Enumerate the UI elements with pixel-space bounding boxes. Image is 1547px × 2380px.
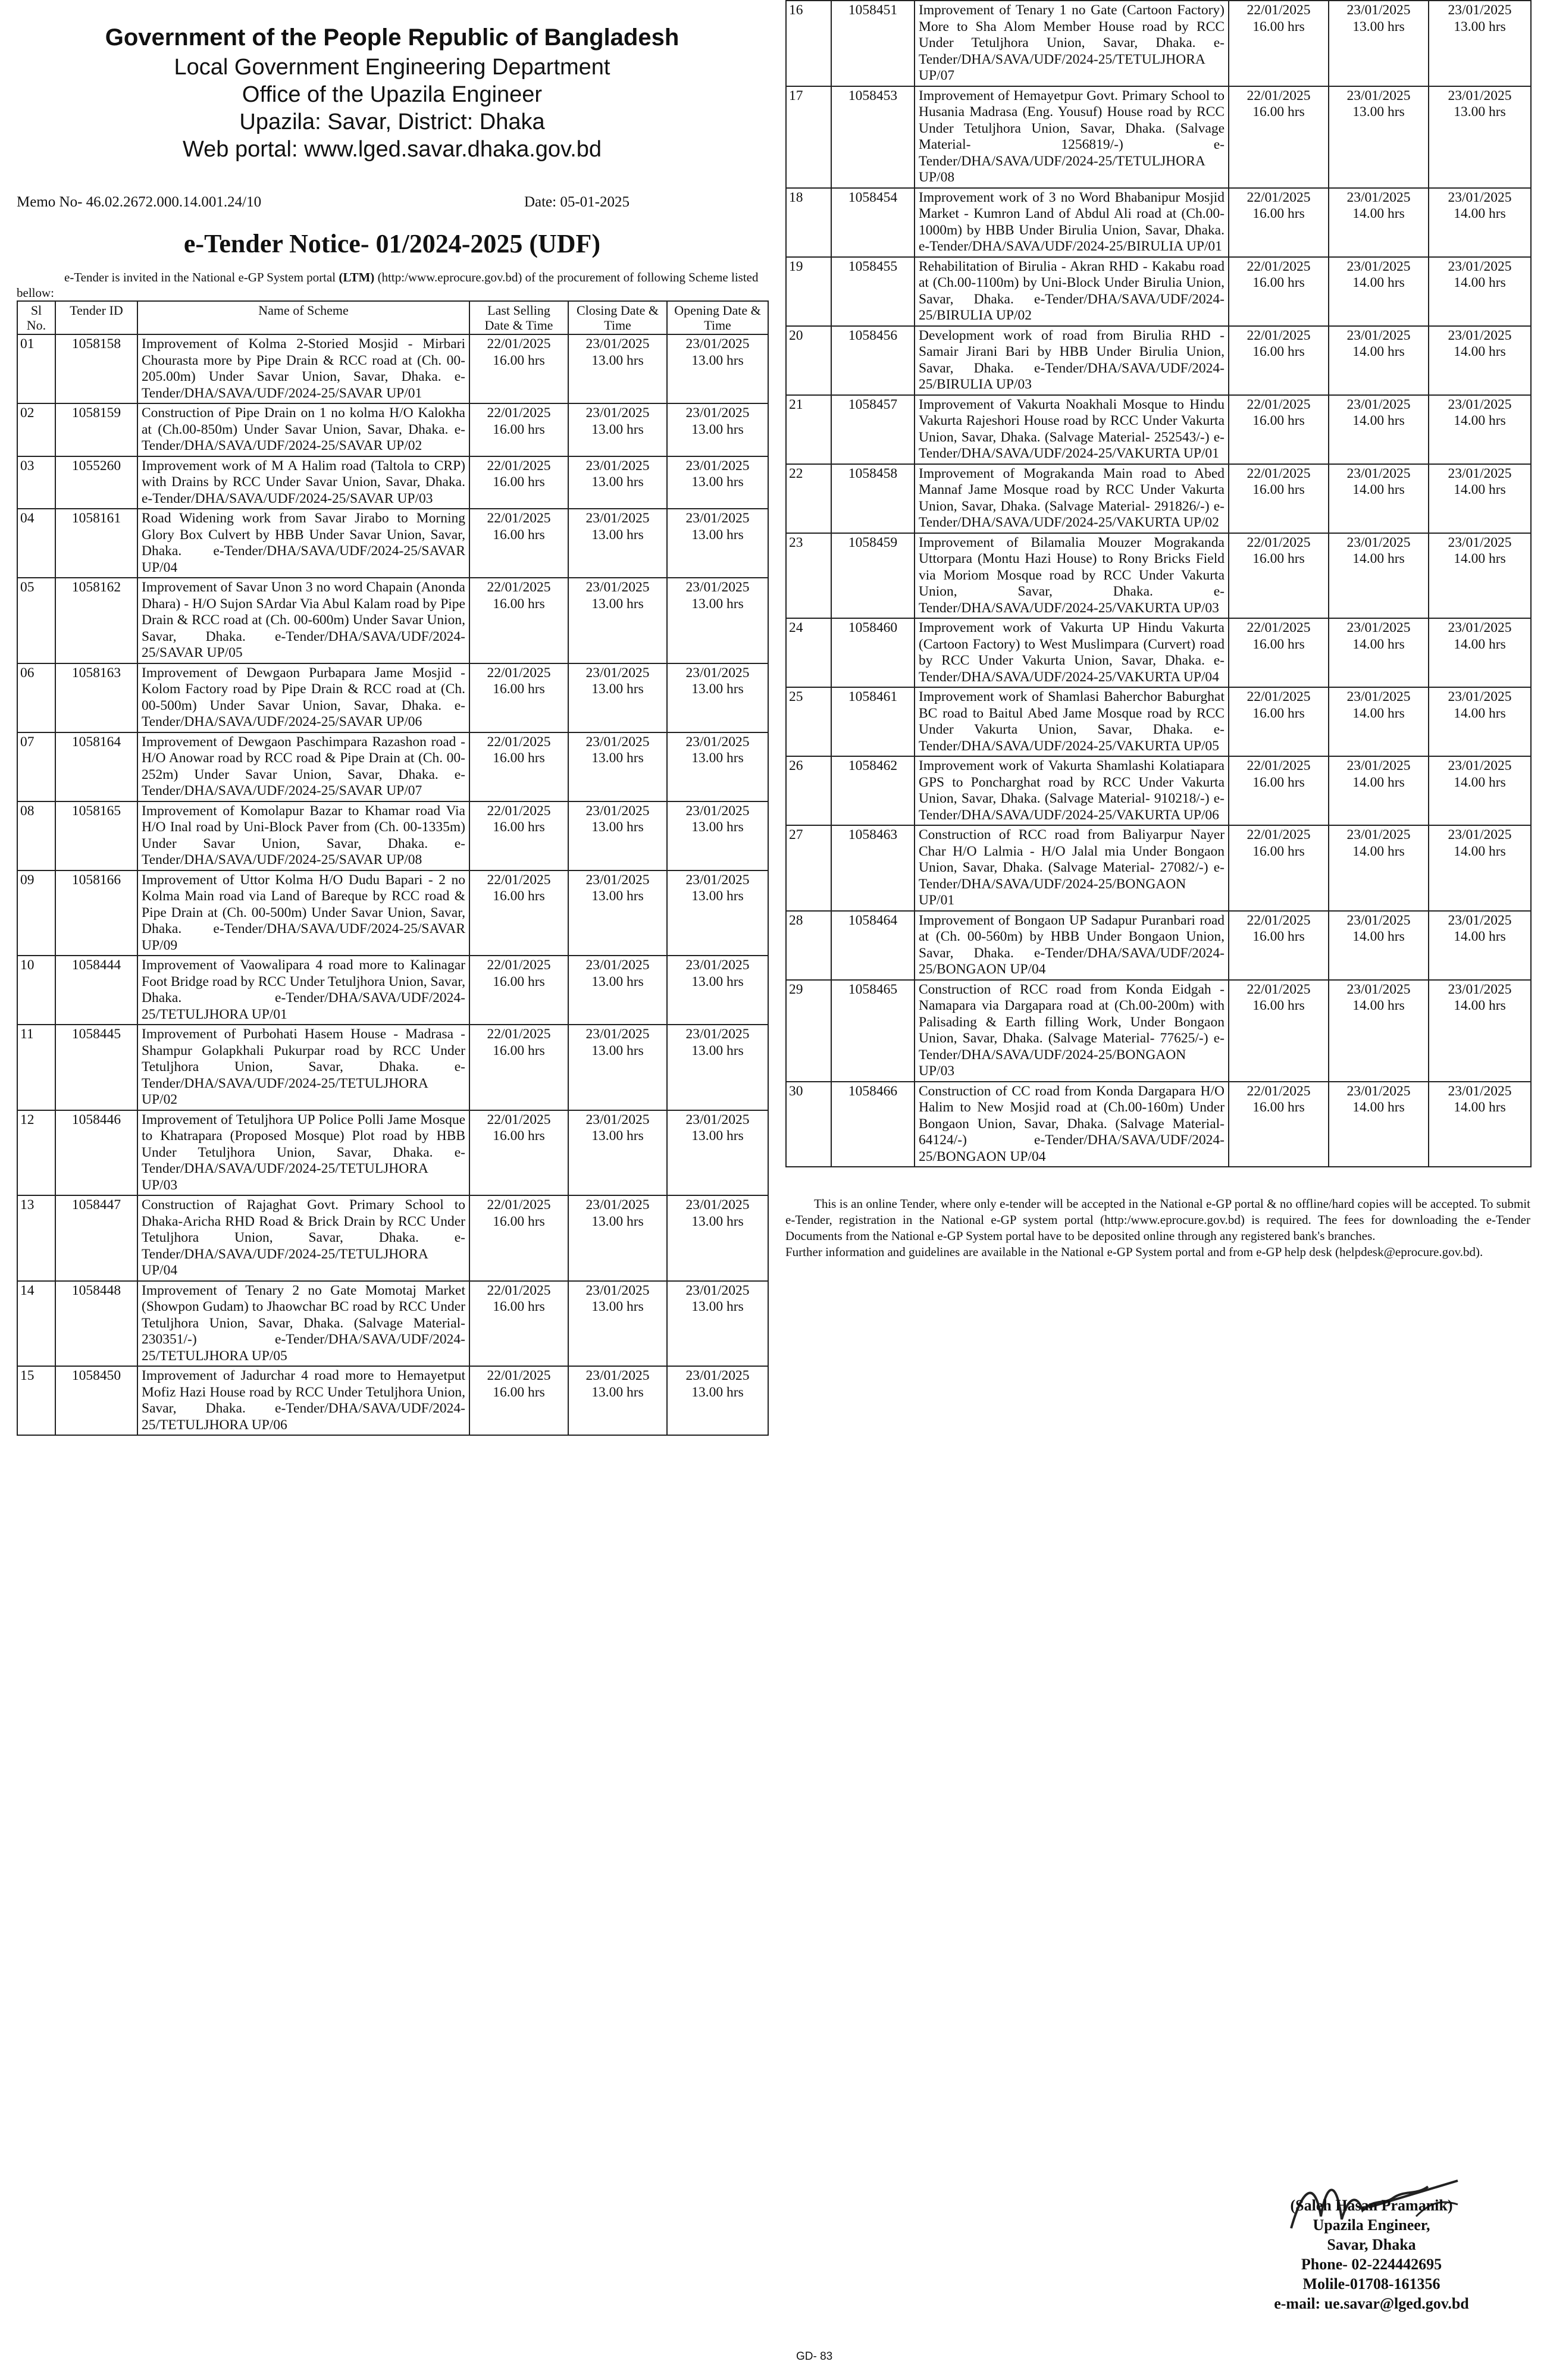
opening-cell: 23/01/2025 13.00 hrs <box>667 870 768 956</box>
opening-cell: 23/01/2025 13.00 hrs <box>667 1025 768 1110</box>
closing-cell: 23/01/2025 13.00 hrs <box>568 578 667 663</box>
table-row <box>786 464 1531 533</box>
table-body-left <box>17 334 768 1435</box>
table-row <box>786 257 1531 326</box>
opening-cell: 23/01/2025 14.00 hrs <box>1429 687 1531 756</box>
opening-cell: 23/01/2025 14.00 hrs <box>1429 326 1531 395</box>
sl-cell: 05 <box>17 578 55 663</box>
closing-cell: 23/01/2025 13.00 hrs <box>568 1195 667 1281</box>
scheme-cell: Road Widening work from Savar Jirabo to Morning Glory Box Culvert by HBB Under Savar Union, Savar, Dhaka. e-Tender/DHA/SAVA/UDF/2024-25/SAVAR UP/04 <box>137 509 469 578</box>
opening-cell: 23/01/2025 14.00 hrs <box>1429 257 1531 326</box>
scheme-cell: Improvement of Tenary 1 no Gate (Cartoon Factory) More to Sha Alom Member House road by RCC Under Tetuljhora Union, Savar, Dhaka. e-Tender/DHA/SAVA/UDF/2024-25/TETULJHORA UP/07 <box>915 1 1229 86</box>
table-row <box>17 1110 768 1196</box>
sl-cell: 02 <box>17 403 55 456</box>
scheme-cell: Improvement of Vaowalipara 4 road more to Kalinagar Foot Bridge road by RCC Under Tetuljhora Union, Savar, Dhaka. e-Tender/DHA/SAVA/UDF/2024-25/TETULJHORA UP/01 <box>137 956 469 1025</box>
right-column <box>785 0 1530 1260</box>
table-body-right <box>786 1 1531 1167</box>
scheme-cell: Construction of Pipe Drain on 1 no kolma H/O Kalokha at (Ch.00-850m) Under Savar Union, Savar, Dhaka. e-Tender/DHA/SAVA/UDF/2024-25/SAVAR UP/02 <box>137 403 469 456</box>
sl-cell: 16 <box>786 1 831 86</box>
tender-id-cell: 1058459 <box>831 533 915 619</box>
closing-cell: 23/01/2025 14.00 hrs <box>1329 188 1429 257</box>
govt-title: Government of the People Republic of Bangladesh <box>105 24 679 51</box>
last-selling-cell: 22/01/2025 16.00 hrs <box>469 1281 568 1367</box>
last-selling-cell: 22/01/2025 16.00 hrs <box>469 1025 568 1110</box>
table-row <box>786 756 1531 825</box>
signatory-email: e-mail: ue.savar@lged.gov.bd <box>1274 2295 1469 2312</box>
opening-cell: 23/01/2025 14.00 hrs <box>1429 911 1531 980</box>
scheme-cell: Improvement of Jadurchar 4 road more to Hemayetput Mofiz Hazi House road by RCC Under Tetuljhora Union, Savar, Dhaka. e-Tender/DHA/SAVA/UDF/2024-25/TETULJHORA UP/06 <box>137 1366 469 1435</box>
scheme-cell: Improvement work of Shamlasi Baherchor Baburghat BC road to Baitul Abed Jame Mosque road by RCC Under Vakurta Union, Savar, Dhaka. e-Tender/DHA/SAVA/UDF/2024-25/VAKURTA UP/05 <box>915 687 1229 756</box>
last-selling-cell: 22/01/2025 16.00 hrs <box>1229 464 1329 533</box>
table-row <box>17 1195 768 1281</box>
scheme-cell: Improvement of Hemayetpur Govt. Primary School to Husania Madrasa (Eng. Yousuf) House road by RCC Under Tetuljhora Union, Savar, Dhaka. (Salvage Material- 1256819/-) e-Tender/DHA/SAVA/UDF/2024-25/TETULJHORA UP/08 <box>915 86 1229 188</box>
last-selling-cell: 22/01/2025 16.00 hrs <box>1229 533 1329 619</box>
col-last-selling: Last Selling Date & Time <box>469 301 568 334</box>
last-selling-cell: 22/01/2025 16.00 hrs <box>1229 911 1329 980</box>
sl-cell: 09 <box>17 870 55 956</box>
tender-id-cell: 1058458 <box>831 464 915 533</box>
scheme-cell: Improvement of Tetuljhora UP Police Polli Jame Mosque to Khatrapara (Proposed Mosque) Plot road by HBB Under Tetuljhora Union, Savar, Dhaka. e-Tender/DHA/SAVA/UDF/2024-25/TETULJHORA UP/03 <box>137 1110 469 1196</box>
closing-cell: 23/01/2025 13.00 hrs <box>568 456 667 509</box>
opening-cell: 23/01/2025 13.00 hrs <box>1429 86 1531 188</box>
sl-cell: 04 <box>17 509 55 578</box>
closing-cell: 23/01/2025 14.00 hrs <box>1329 1082 1429 1167</box>
closing-cell: 23/01/2025 14.00 hrs <box>1329 257 1429 326</box>
scheme-cell: Improvement of Kolma 2-Storied Mosjid - Mirbari Chourasta more by Pipe Drain & RCC road at (Ch. 00-205.00m) Under Savar Union, Savar, Dhaka. e-Tender/DHA/SAVA/UDF/2024-25/SAVAR UP/01 <box>137 334 469 403</box>
intro-ltm: (LTM) <box>339 270 375 284</box>
web-portal: Web portal: www.lged.savar.dhaka.gov.bd <box>182 137 602 162</box>
table-row <box>786 980 1531 1082</box>
table-row <box>17 663 768 732</box>
tender-id-cell: 1058460 <box>831 618 915 687</box>
scheme-cell: Improvement work of 3 no Word Bhabanipur Mosjid Market - Kumron Land of Abdul Ali road at (Ch.00-1000m) by HBB Under Birulia Union, Savar, Dhaka. e-Tender/DHA/SAVA/UDF/2024-25/BIRULIA UP/01 <box>915 188 1229 257</box>
tender-id-cell: 1058461 <box>831 687 915 756</box>
closing-cell: 23/01/2025 13.00 hrs <box>568 956 667 1025</box>
col-tender-id: Tender ID <box>55 301 137 334</box>
sl-cell: 06 <box>17 663 55 732</box>
scheme-cell: Improvement of Bilamalia Mouzer Mograkanda Uttorpara (Montu Hazi House) to Rony Bricks Field via Moriom Mosque road by RCC Under Vakurta Union, Savar, Dhaka. e-Tender/DHA/SAVA/UDF/2024-25/VAKURTA UP/03 <box>915 533 1229 619</box>
tender-id-cell: 1058159 <box>55 403 137 456</box>
last-selling-cell: 22/01/2025 16.00 hrs <box>1229 1 1329 86</box>
tender-id-cell: 1058462 <box>831 756 915 825</box>
tender-id-cell: 1058463 <box>831 825 915 911</box>
upazila: Upazila: Savar, District: Dhaka <box>239 109 545 134</box>
last-selling-cell: 22/01/2025 16.00 hrs <box>1229 395 1329 464</box>
closing-cell: 23/01/2025 14.00 hrs <box>1329 980 1429 1082</box>
sl-cell: 26 <box>786 756 831 825</box>
scheme-cell: Improvement of Tenary 2 no Gate Momotaj Market (Showpon Gudam) to Jhaowchar BC road by RCC Under Tetuljhora Union, Savar, Dhaka. (Salvage Material- 230351/-) e-Tender/DHA/SAVA/UDF/2024-25/TETULJHORA UP/05 <box>137 1281 469 1367</box>
closing-cell: 23/01/2025 13.00 hrs <box>568 801 667 870</box>
table-row <box>17 1281 768 1367</box>
table-row <box>17 509 768 578</box>
closing-cell: 23/01/2025 14.00 hrs <box>1329 687 1429 756</box>
closing-cell: 23/01/2025 13.00 hrs <box>1329 86 1429 188</box>
closing-cell: 23/01/2025 13.00 hrs <box>568 1025 667 1110</box>
tender-id-cell: 1058447 <box>55 1195 137 1281</box>
closing-cell: 23/01/2025 13.00 hrs <box>568 1366 667 1435</box>
sl-cell: 21 <box>786 395 831 464</box>
footer-code: GD- 83 <box>796 2350 833 2363</box>
table-row <box>17 578 768 663</box>
tender-id-cell: 1058446 <box>55 1110 137 1196</box>
closing-cell: 23/01/2025 13.00 hrs <box>568 732 667 801</box>
signatory-name: (Saleh Hasan Pramanik) <box>1290 2197 1453 2214</box>
col-sl: Sl No. <box>17 301 55 334</box>
tender-id-cell: 1058450 <box>55 1366 137 1435</box>
signatory-phone: Phone- 02-224442695 <box>1301 2256 1442 2273</box>
opening-cell: 23/01/2025 14.00 hrs <box>1429 756 1531 825</box>
sl-cell: 12 <box>17 1110 55 1196</box>
closing-cell: 23/01/2025 14.00 hrs <box>1329 756 1429 825</box>
signatory-place: Savar, Dhaka <box>1327 2236 1416 2253</box>
table-header-row <box>17 301 768 334</box>
sl-cell: 27 <box>786 825 831 911</box>
sl-cell: 11 <box>17 1025 55 1110</box>
tender-id-cell: 1058464 <box>831 911 915 980</box>
last-selling-cell: 22/01/2025 16.00 hrs <box>1229 825 1329 911</box>
sl-cell: 08 <box>17 801 55 870</box>
table-row <box>786 911 1531 980</box>
tender-id-cell: 1058457 <box>831 395 915 464</box>
opening-cell: 23/01/2025 14.00 hrs <box>1429 464 1531 533</box>
table-row <box>17 732 768 801</box>
tender-id-cell: 1058445 <box>55 1025 137 1110</box>
last-selling-cell: 22/01/2025 16.00 hrs <box>469 732 568 801</box>
sl-cell: 07 <box>17 732 55 801</box>
sl-cell: 23 <box>786 533 831 619</box>
table-row <box>786 86 1531 188</box>
table-row <box>786 1082 1531 1167</box>
sl-cell: 18 <box>786 188 831 257</box>
signature-block <box>1223 2196 1520 2313</box>
scheme-cell: Improvement work of M A Halim road (Taltola to CRP) with Drains by RCC Under Savar Union, Savar, Dhaka. e-Tender/DHA/SAVA/UDF/2024-25/SAVAR UP/03 <box>137 456 469 509</box>
last-selling-cell: 22/01/2025 16.00 hrs <box>1229 756 1329 825</box>
instructions <box>785 1196 1530 1260</box>
sl-cell: 17 <box>786 86 831 188</box>
scheme-cell: Improvement work of Vakurta UP Hindu Vakurta (Cartoon Factory) to West Muslimpara (Curvert) road by RCC Under Vakurta Union, Savar, Dhaka. e-Tender/DHA/SAVA/UDF/2024-25/VAKURTA UP/04 <box>915 618 1229 687</box>
last-selling-cell: 22/01/2025 16.00 hrs <box>469 663 568 732</box>
tender-id-cell: 1058456 <box>831 326 915 395</box>
tender-id-cell: 1058165 <box>55 801 137 870</box>
closing-cell: 23/01/2025 13.00 hrs <box>568 1281 667 1367</box>
tender-id-cell: 1058161 <box>55 509 137 578</box>
table-row <box>17 1366 768 1435</box>
sl-cell: 03 <box>17 456 55 509</box>
scheme-cell: Construction of Rajaghat Govt. Primary School to Dhaka-Aricha RHD Road & Brick Drain by RCC Under Tetuljhora Union, Savar, Dhaka. e-Tender/DHA/SAVA/UDF/2024-25/TETULJHORA UP/04 <box>137 1195 469 1281</box>
closing-cell: 23/01/2025 13.00 hrs <box>568 334 667 403</box>
last-selling-cell: 22/01/2025 16.00 hrs <box>1229 326 1329 395</box>
last-selling-cell: 22/01/2025 16.00 hrs <box>1229 618 1329 687</box>
closing-cell: 23/01/2025 14.00 hrs <box>1329 533 1429 619</box>
closing-cell: 23/01/2025 14.00 hrs <box>1329 326 1429 395</box>
table-row <box>17 456 768 509</box>
closing-cell: 23/01/2025 14.00 hrs <box>1329 395 1429 464</box>
tender-id-cell: 1058454 <box>831 188 915 257</box>
last-selling-cell: 22/01/2025 16.00 hrs <box>1229 980 1329 1082</box>
opening-cell: 23/01/2025 13.00 hrs <box>667 732 768 801</box>
closing-cell: 23/01/2025 13.00 hrs <box>568 1110 667 1196</box>
opening-cell: 23/01/2025 14.00 hrs <box>1429 618 1531 687</box>
tender-id-cell: 1058455 <box>831 257 915 326</box>
table-row <box>786 188 1531 257</box>
sl-cell: 01 <box>17 334 55 403</box>
tender-id-cell: 1058166 <box>55 870 137 956</box>
last-selling-cell: 22/01/2025 16.00 hrs <box>469 1110 568 1196</box>
tender-id-cell: 1055260 <box>55 456 137 509</box>
tender-table-left <box>17 300 769 1436</box>
last-selling-cell: 22/01/2025 16.00 hrs <box>469 956 568 1025</box>
table-row <box>786 825 1531 911</box>
notice-title: e-Tender Notice- 01/2024-2025 (UDF) <box>183 229 601 258</box>
opening-cell: 23/01/2025 14.00 hrs <box>1429 533 1531 619</box>
last-selling-cell: 22/01/2025 16.00 hrs <box>469 1366 568 1435</box>
last-selling-cell: 22/01/2025 16.00 hrs <box>469 403 568 456</box>
table-row <box>17 334 768 403</box>
table-row <box>17 1025 768 1110</box>
notice-date: Date: 05-01-2025 <box>524 194 630 210</box>
sl-cell: 10 <box>17 956 55 1025</box>
opening-cell: 23/01/2025 13.00 hrs <box>667 1195 768 1281</box>
scheme-cell: Improvement work of Vakurta Shamlashi Kolatiapara GPS to Poncharghat road by RCC Under Vakurta Union, Savar, Dhaka. (Salvage Material- 910218/-) e-Tender/DHA/SAVA/UDF/2024-25/VAKURTA UP/06 <box>915 756 1229 825</box>
signatory-mobile: Molile-01708-161356 <box>1302 2275 1440 2293</box>
sl-cell: 29 <box>786 980 831 1082</box>
intro-a: e-Tender is invited in the National e-GP System portal <box>64 270 339 284</box>
tender-id-cell: 1058163 <box>55 663 137 732</box>
opening-cell: 23/01/2025 13.00 hrs <box>667 956 768 1025</box>
sl-cell: 24 <box>786 618 831 687</box>
table-row <box>786 395 1531 464</box>
table-row <box>786 533 1531 619</box>
last-selling-cell: 22/01/2025 16.00 hrs <box>1229 257 1329 326</box>
table-row <box>17 956 768 1025</box>
col-scheme: Name of Scheme <box>137 301 469 334</box>
table-row <box>786 687 1531 756</box>
scheme-cell: Development work of road from Birulia RHD - Samair Jirani Bari by HBB Under Birulia Union, Savar, Dhaka. e-Tender/DHA/SAVA/UDF/2024-25/BIRULIA UP/03 <box>915 326 1229 395</box>
sl-cell: 22 <box>786 464 831 533</box>
instruction-help: Further information and guidelines are available in the National e-GP System portal and from e-GP help desk (helpdesk@eprocure.gov.bd). <box>785 1245 1483 1259</box>
sl-cell: 13 <box>17 1195 55 1281</box>
scheme-cell: Improvement of Purbohati Hasem House - Madrasa - Shampur Golapkhali Pukurpar road by RCC Under Tetuljhora Union, Savar, Dhaka. e-Tender/DHA/SAVA/UDF/2024-25/TETULJHORA UP/02 <box>137 1025 469 1110</box>
sl-cell: 28 <box>786 911 831 980</box>
tender-id-cell: 1058465 <box>831 980 915 1082</box>
sl-cell: 25 <box>786 687 831 756</box>
opening-cell: 23/01/2025 13.00 hrs <box>667 1281 768 1367</box>
tender-id-cell: 1058164 <box>55 732 137 801</box>
intro-c: (http:/www.eprocure.gov.bd) of the procurement of following Scheme listed bellow: <box>17 270 759 300</box>
last-selling-cell: 22/01/2025 16.00 hrs <box>469 334 568 403</box>
opening-cell: 23/01/2025 13.00 hrs <box>667 509 768 578</box>
opening-cell: 23/01/2025 13.00 hrs <box>1429 1 1531 86</box>
last-selling-cell: 22/01/2025 16.00 hrs <box>469 1195 568 1281</box>
last-selling-cell: 22/01/2025 16.00 hrs <box>1229 1082 1329 1167</box>
memo-line <box>17 194 768 211</box>
opening-cell: 23/01/2025 14.00 hrs <box>1429 395 1531 464</box>
sl-cell: 19 <box>786 257 831 326</box>
scheme-cell: Improvement of Vakurta Noakhali Mosque to Hindu Vakurta Rajeshori House road by RCC Under Vakurta Union, Savar, Dhaka. (Salvage Material- 252543/-) e-Tender/DHA/SAVA/UDF/2024-25/VAKURTA UP/01 <box>915 395 1229 464</box>
scheme-cell: Improvement of Savar Unon 3 no word Chapain (Anonda Dhara) - H/O Sujon SArdar Via Abul Kalam road by Pipe Drain & RCC road at (Ch. 00-600m) Under Savar Union, Savar, Dhaka. e-Tender/DHA/SAVA/UDF/2024-25/SAVAR UP/05 <box>137 578 469 663</box>
opening-cell: 23/01/2025 13.00 hrs <box>667 578 768 663</box>
last-selling-cell: 22/01/2025 16.00 hrs <box>469 509 568 578</box>
scheme-cell: Construction of RCC road from Baliyarpur Nayer Char H/O Lalmia - H/O Jalal mia Under Bongaon Union, Savar, Dhaka. (Salvage Material- 27082/-) e-Tender/DHA/SAVA/UDF/2024-25/BONGAON UP/01 <box>915 825 1229 911</box>
scheme-cell: Rehabilitation of Birulia - Akran RHD - Kakabu road at (Ch.00-1100m) by Uni-Block Under Birulia Union, Savar, Dhaka. e-Tender/DHA/SAVA/UDF/2024-25/BIRULIA UP/02 <box>915 257 1229 326</box>
letterhead <box>17 21 768 163</box>
opening-cell: 23/01/2025 14.00 hrs <box>1429 980 1531 1082</box>
col-closing: Closing Date & Time <box>568 301 667 334</box>
closing-cell: 23/01/2025 13.00 hrs <box>1329 1 1429 86</box>
last-selling-cell: 22/01/2025 16.00 hrs <box>1229 188 1329 257</box>
closing-cell: 23/01/2025 14.00 hrs <box>1329 618 1429 687</box>
last-selling-cell: 22/01/2025 16.00 hrs <box>469 801 568 870</box>
office: Office of the Upazila Engineer <box>242 82 543 107</box>
opening-cell: 23/01/2025 13.00 hrs <box>667 334 768 403</box>
opening-cell: 23/01/2025 13.00 hrs <box>667 1366 768 1435</box>
last-selling-cell: 22/01/2025 16.00 hrs <box>469 578 568 663</box>
tender-id-cell: 1058162 <box>55 578 137 663</box>
table-row <box>786 618 1531 687</box>
last-selling-cell: 22/01/2025 16.00 hrs <box>469 456 568 509</box>
scheme-cell: Improvement of Komolapur Bazar to Khamar road Via H/O Inal road by Uni-Block Paver from (Ch. 00-1335m) Under Savar Union, Savar, Dhaka. e-Tender/DHA/SAVA/UDF/2024-25/SAVAR UP/08 <box>137 801 469 870</box>
tender-id-cell: 1058158 <box>55 334 137 403</box>
closing-cell: 23/01/2025 14.00 hrs <box>1329 464 1429 533</box>
scheme-cell: Improvement of Bongaon UP Sadapur Puranbari road at (Ch. 00-560m) by HBB Under Bongaon Union, Savar, Dhaka. e-Tender/DHA/SAVA/UDF/2024-25/BONGAON UP/04 <box>915 911 1229 980</box>
left-column <box>17 0 768 1436</box>
closing-cell: 23/01/2025 13.00 hrs <box>568 663 667 732</box>
closing-cell: 23/01/2025 13.00 hrs <box>568 870 667 956</box>
sl-cell: 30 <box>786 1082 831 1167</box>
tender-table-right <box>785 0 1532 1167</box>
opening-cell: 23/01/2025 14.00 hrs <box>1429 825 1531 911</box>
scheme-cell: Construction of RCC road from Konda Eidgah - Namapara via Dargapara road at (Ch.00-200m) with Palisading & Earth filling Work, Under Bongaon Union, Savar, Dhaka. (Salvage Material- 77625/-) e-Tender/DHA/SAVA/UDF/2024-25/BONGAON UP/03 <box>915 980 1229 1082</box>
col-opening: Opening Date & Time <box>667 301 768 334</box>
tender-id-cell: 1058448 <box>55 1281 137 1367</box>
opening-cell: 23/01/2025 13.00 hrs <box>667 403 768 456</box>
closing-cell: 23/01/2025 13.00 hrs <box>568 509 667 578</box>
opening-cell: 23/01/2025 13.00 hrs <box>667 1110 768 1196</box>
tender-id-cell: 1058453 <box>831 86 915 188</box>
sl-cell: 14 <box>17 1281 55 1367</box>
department: Local Government Engineering Department <box>174 55 610 80</box>
opening-cell: 23/01/2025 13.00 hrs <box>667 801 768 870</box>
opening-cell: 23/01/2025 13.00 hrs <box>667 663 768 732</box>
scheme-cell: Improvement of Mograkanda Main road to Abed Mannaf Jame Mosque road by RCC Under Vakurta Union, Savar, Dhaka. (Salvage Material- 291826/-) e-Tender/DHA/SAVA/UDF/2024-25/VAKURTA UP/02 <box>915 464 1229 533</box>
scheme-cell: Improvement of Uttor Kolma H/O Dudu Bapari - 2 no Kolma Main road via Land of Bareque by RCC road & Pipe Drain at (Ch. 00-500m) Under Savar Union, Savar, Dhaka. e-Tender/DHA/SAVA/UDF/2024-25/SAVAR UP/09 <box>137 870 469 956</box>
table-row <box>786 1 1531 86</box>
sl-cell: 15 <box>17 1366 55 1435</box>
closing-cell: 23/01/2025 14.00 hrs <box>1329 825 1429 911</box>
intro-text <box>17 270 768 300</box>
closing-cell: 23/01/2025 13.00 hrs <box>568 403 667 456</box>
table-row <box>17 870 768 956</box>
table-row <box>17 403 768 456</box>
scheme-cell: Construction of CC road from Konda Dargapara H/O Halim to New Mosjid road at (Ch.00-160m) Under Bongaon Union, Savar, Dhaka. (Salvage Material- 64124/-) e-Tender/DHA/SAVA/UDF/2024-25/BONGAON UP/04 <box>915 1082 1229 1167</box>
scheme-cell: Improvement of Dewgaon Purbapara Jame Mosjid - Kolom Factory road by Pipe Drain & RCC road at (Ch. 00-500m) Under Savar Union, Savar, Dhaka. e-Tender/DHA/SAVA/UDF/2024-25/SAVAR UP/06 <box>137 663 469 732</box>
signatory-designation: Upazila Engineer, <box>1313 2216 1430 2234</box>
last-selling-cell: 22/01/2025 16.00 hrs <box>1229 687 1329 756</box>
sl-cell: 20 <box>786 326 831 395</box>
tender-id-cell: 1058451 <box>831 1 915 86</box>
opening-cell: 23/01/2025 14.00 hrs <box>1429 188 1531 257</box>
table-row <box>17 801 768 870</box>
memo-number: Memo No- 46.02.2672.000.14.001.24/10 <box>17 194 262 210</box>
closing-cell: 23/01/2025 14.00 hrs <box>1329 911 1429 980</box>
scheme-cell: Improvement of Dewgaon Paschimpara Razashon road - H/O Anowar road by RCC road & Pipe Drain at (Ch. 00-252m) Under Savar Union, Savar, Dhaka. e-Tender/DHA/SAVA/UDF/2024-25/SAVAR UP/07 <box>137 732 469 801</box>
opening-cell: 23/01/2025 14.00 hrs <box>1429 1082 1531 1167</box>
last-selling-cell: 22/01/2025 16.00 hrs <box>469 870 568 956</box>
last-selling-cell: 22/01/2025 16.00 hrs <box>1229 86 1329 188</box>
tender-id-cell: 1058466 <box>831 1082 915 1167</box>
instruction-online: This is an online Tender, where only e-tender will be accepted in the National e-GP portal & no offline/hard copies will be accepted. To submit e-Tender, registration in the National e-GP system portal (http:/www.eprocure.gov.bd) is required. The fees for downloading the e-Tender Documents from the National e-GP System portal have to be deposited online through any registered bank's branches. <box>785 1197 1530 1243</box>
tender-id-cell: 1058444 <box>55 956 137 1025</box>
table-row <box>786 326 1531 395</box>
opening-cell: 23/01/2025 13.00 hrs <box>667 456 768 509</box>
